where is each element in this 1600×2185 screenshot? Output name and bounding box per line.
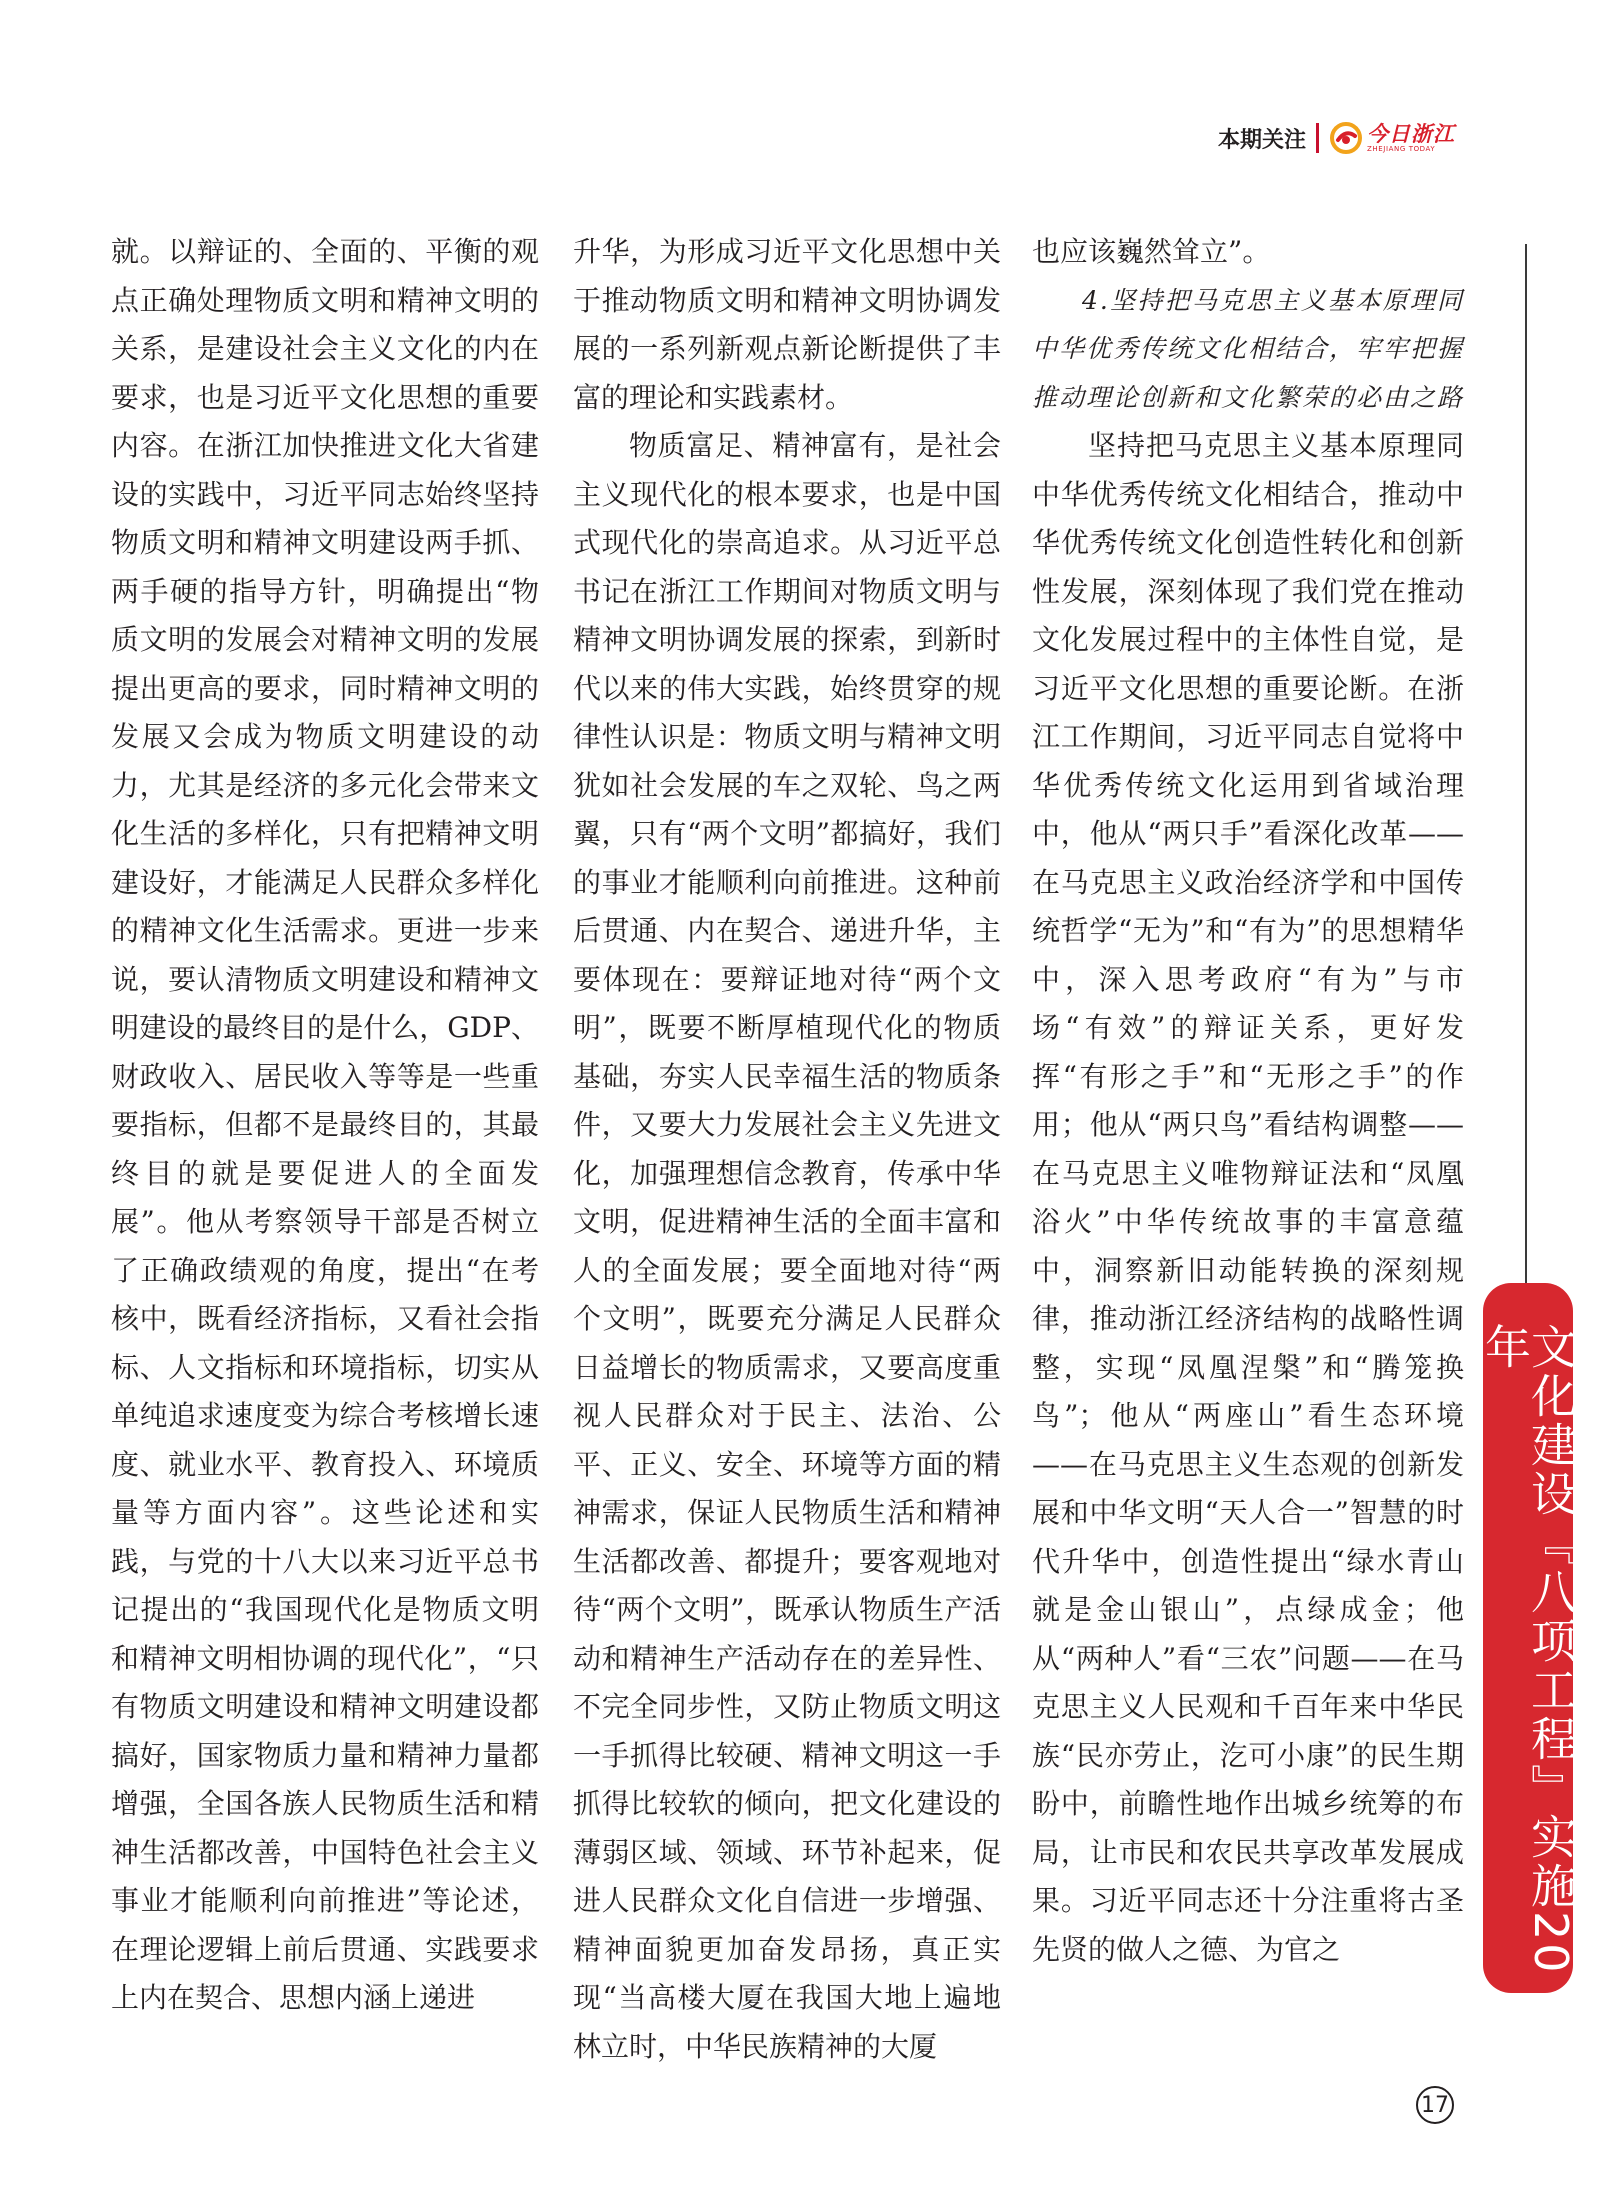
page-number: 17: [1416, 2086, 1454, 2124]
text-column-3: [1032, 228, 1464, 1974]
section-side-tab: [1478, 1283, 1578, 1993]
section-label: 本期关注: [1218, 127, 1307, 153]
paragraph: 物质富足、精神富有，是社会主义现代化的根本要求，也是中国式现代化的崇高追求。从习近平总书记在浙江工作期间对物质文明与精神文明协调发展的探索，到新时代以来的伟大实践，始终贯穿的规律性认识是：物质文明与精神文明犹如社会发展的车之双轮、鸟之两翼，只有“两个文明”都搞好，我们的事业才能顺利向前推进。这种前后贯通、内在契合、递进升华，主要体现在：要辩证地对待“两个文明”，既要不断厚植现代化的物质基础，夯实人民幸福生活的物质条件，又要大力发展社会主义先进文化，加强理想信念教育，传承中华文明，促进精神生活的全面丰富和人的全面发展；要全面地对待“两个文明”，既要充分满足人民群众日益增长的物质需求，又要高度重视人民群众对于民主、法治、公平、正义、安全、环境等方面的精神需求，保证人民物质生活和精神生活都改善、都提升；要客观地对待“两个文明”，既承认物质生产活动和精神生产活动存在的差异性、不完全同步性，又防止物质文明这一手抓得比较硬、精神文明这一手抓得比较软的倾向，把文化建设的薄弱区域、领域、环节补起来，促进人民群众文化自信进一步增强、精神面貌更加奋发昂扬，真正实现“当高楼大厦在我国大地上遍地林立时，中华民族精神的大厦: [573, 429, 1001, 2063]
text-column-1: [111, 228, 539, 2023]
paragraph: 就。以辩证的、全面的、平衡的观点正确处理物质文明和精神文明的关系，是建设社会主义文化的内在要求，也是习近平文化思想的重要内容。在浙江加快推进文化大省建设的实践中，习近平同志始终坚持物质文明和精神文明建设两手抓、两手硬的指导方针，明确提出“物质文明的发展会对精神文明的发展提出更高的要求，同时精神文明的发展又会成为物质文明建设的动力，尤其是经济的多元化会带来文化生活的多样化，只有把精神文明建设好，才能满足人民群众多样化的精神文化生活需求。更进一步来说，要认清物质文明建设和精神文明建设的最终目的是什么，GDP、财政收入、居民收入等等是一些重要指标，但都不是最终目的，其最终目的就是要促进人的全面发展”。他从考察领导干部是否树立了正确政绩观的角度，提出“在考核中，既看经济指标，又看社会指标、人文指标和环境指标，切实从单纯追求速度变为综合考核增长速度、就业水平、教育投入、环境质量等方面内容”。这些论述和实践，与党的十八大以来习近平总书记提出的“我国现代化是物质文明和精神文明相协调的现代化”，“只有物质文明建设和精神文明建设都搞好，国家物质力量和精神力量都增强，全国各族人民物质生活和精神生活都改善，中国特色社会主义事业才能顺利向前推进”等论述，在理论逻辑上前后贯通、实践要求上内在契合、思想内涵上递进: [111, 235, 539, 2014]
side-tab-title: 文化建设『八项工程』实施20年: [1478, 1323, 1578, 1976]
logo-subtext: ZHEJIANG TODAY: [1367, 145, 1436, 153]
magazine-logo: [1329, 121, 1455, 155]
text-column-2: [573, 228, 1001, 2071]
running-header: [1218, 118, 1455, 158]
section-subheading: 4.坚持把马克思主义基本原理同中华优秀传统文化相结合，牢牢把握推动理论创新和文化繁荣的必由之路: [1032, 285, 1465, 412]
paragraph: 坚持把马克思主义基本原理同中华优秀传统文化相结合，推动中华优秀传统文化创造性转化和创新性发展，深刻体现了我们党在推动文化发展过程中的主体性自觉，是习近平文化思想的重要论断。在浙江工作期间，习近平同志自觉将中华优秀传统文化运用到省域治理中，他从“两只手”看深化改革——在马克思主义政治经济学和中国传统哲学“无为”和“有为”的思想精华中，深入思考政府“有为”与市场“有效”的辩证关系，更好发挥“有形之手”和“无形之手”的作用；他从“两只鸟”看结构调整——在马克思主义唯物辩证法和“凤凰浴火”中华传统故事的丰富意蕴中，洞察新旧动能转换的深刻规律，推动浙江经济结构的战略性调整，实现“凤凰涅槃”和“腾笼换鸟”；他从“两座山”看生态环境——在马克思主义生态观的创新发展和中华文明“天人合一”智慧的时代升华中，创造性提出“绿水青山就是金山银山”，点绿成金；他从“两种人”看“三农”问题——在马克思主义人民观和千百年来中华民族“民亦劳止，汔可小康”的民生期盼中，前瞻性地作出城乡统筹的布局，让市民和农民共享改革发展成果。习近平同志还十分注重将古圣先贤的做人之德、为官之: [1032, 429, 1464, 1966]
header-divider: [1316, 123, 1319, 153]
logo-text: 今日浙江: [1367, 121, 1456, 146]
logo-swirl-icon: [1329, 121, 1363, 155]
paragraph: 升华，为形成习近平文化思想中关于推动物质文明和精神文明协调发展的一系列新观点新论断提供了丰富的理论和实践素材。: [573, 235, 1001, 414]
paragraph: 也应该巍然耸立”。: [1032, 235, 1271, 268]
